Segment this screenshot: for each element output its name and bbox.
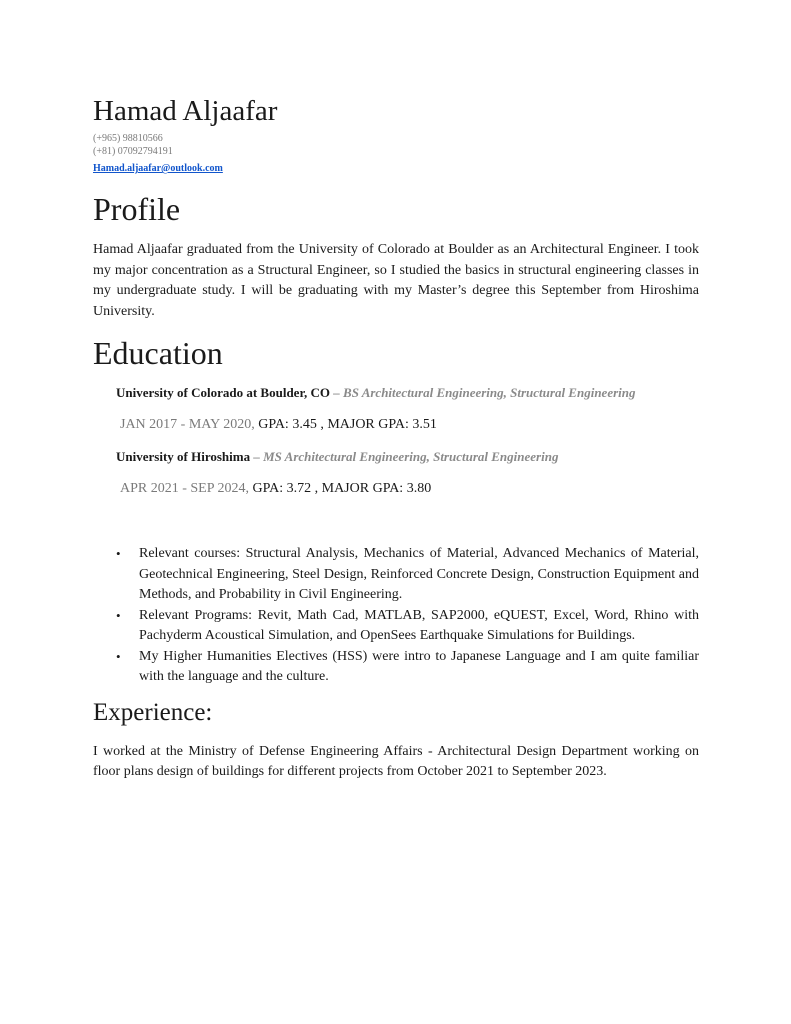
- bullet-icon: •: [116, 546, 121, 561]
- list-item-text: Relevant courses: Structural Analysis, Mechanics of Material, Advanced Mechanics of Material, Geotechnical Engineering, Steel Design, Reinforced Concrete Design, Construction Equipment and Methods, and Probability in Civil Engineering.: [139, 546, 699, 602]
- list-item: [116, 647, 699, 688]
- education-entry: [93, 384, 699, 434]
- resume-page: [93, 94, 699, 783]
- education-heading: Education: [93, 335, 223, 371]
- education-dates-line: [116, 480, 699, 498]
- phone-secondary: (+81) 07092794191: [93, 146, 173, 157]
- education-gpa: GPA: 3.72 , MAJOR GPA: 3.80: [249, 481, 432, 496]
- education-dates: JAN 2017 - MAY 2020,: [120, 417, 255, 432]
- degree-name: – MS Architectural Engineering, Structural Engineering: [253, 449, 559, 464]
- list-item-text: Relevant Programs: Revit, Math Cad, MATLAB, SAP2000, eQUEST, Excel, Word, Rhino with Pachyderm Acoustical Simulation, and OpenSees Earthquake Simulations for Buildings.: [139, 607, 699, 643]
- education-entry: [93, 448, 699, 498]
- email-link[interactable]: Hamad.aljaafar@outlook.com: [93, 163, 223, 174]
- bullet-icon: •: [116, 607, 121, 623]
- education-dates: APR 2021 - SEP 2024,: [120, 481, 250, 496]
- profile-heading: Profile: [93, 191, 181, 227]
- degree-name: – BS Architectural Engineering, Structural Engineering: [333, 385, 636, 400]
- list-item-text: My Higher Humanities Electives (HSS) were intro to Japanese Language and I am quite familiar with the language and the culture.: [139, 648, 699, 684]
- list-item: [116, 606, 699, 647]
- candidate-name: Hamad Aljaafar: [93, 95, 278, 127]
- profile-text: Hamad Aljaafar graduated from the University of Colorado at Boulder as an Architectural Engineer. I took my major concentration as a Structural Engineer, so I studied the basics in structural engineering classes in my undergraduate study. I will be graduating with my Master’s degree this September from Hiroshima University.: [93, 242, 699, 319]
- phone-primary: (+965) 98810566: [93, 133, 163, 144]
- experience-heading: Experience:: [93, 698, 213, 726]
- list-item: [116, 544, 699, 606]
- education-gpa: GPA: 3.45 , MAJOR GPA: 3.51: [254, 417, 437, 432]
- education-degree-line: [116, 448, 699, 466]
- school-name: University of Colorado at Boulder, CO: [116, 385, 331, 400]
- education-degree-line: [116, 384, 699, 402]
- education-dates-line: [116, 416, 699, 434]
- bullet-icon: •: [116, 648, 121, 664]
- education-bullet-list: [93, 544, 699, 688]
- experience-text: I worked at the Ministry of Defense Engineering Affairs - Architectural Design Department working on floor plans design of buildings for different projects from October 2021 to September 2023.: [93, 743, 699, 779]
- school-name: University of Hiroshima: [116, 449, 251, 464]
